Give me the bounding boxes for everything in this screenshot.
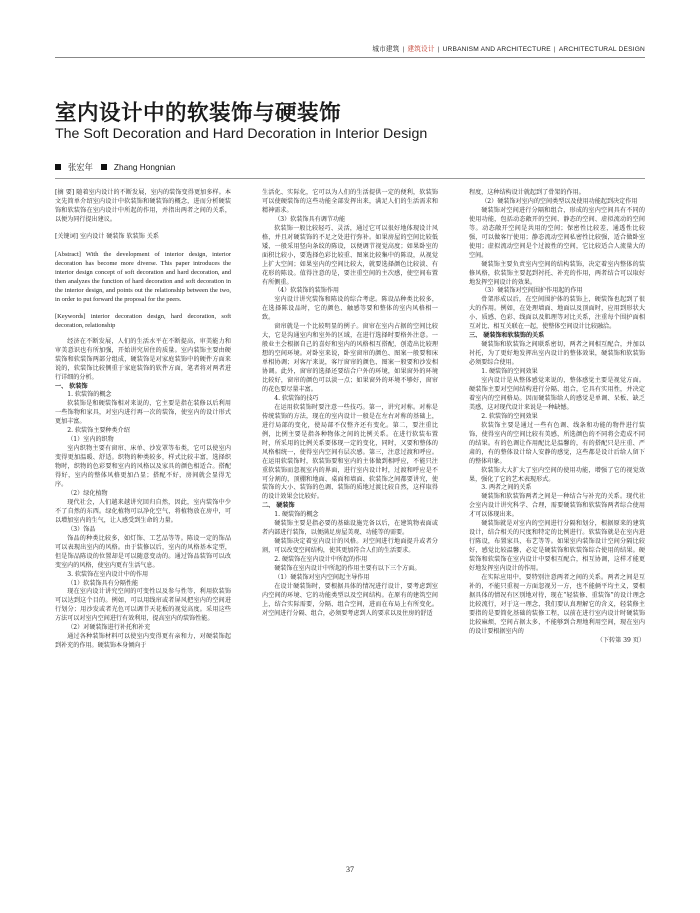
body-paragraph: 在设计硬装饰时，要根据具体的情况进行设计，要考虑到室内空间的环境、它的功能类型以及空间结构。在原有的建筑空间上，结合实际需要，分隔、组合空间，进而在布局上有所变化。对空间进行分隔、组合，必须要考虑到人的要求以及住房的舒适: [262, 582, 438, 617]
body-paragraph: 软装饰一般比较轻巧、灵活，通过它可以很好地体现设计风格，并且对硬装饰的不足之处进行弥补。如果房屋的空间比较低矮，一般采用竖向条纹的陈设，以便调节视觉高度；如果卧室的面积比较小，要选择色彩比较重、图案比较集中的陈设，从视觉上扩大空间；如果室内的空间比较大，就要选择颜色比较淡、有花形的陈设。值得注意的是，要注重空间的主次感，使空间布置有所侧重。: [262, 224, 438, 286]
item-heading: （1）硬装饰对室内空间起主导作用: [274, 573, 370, 581]
running-head-cn-1: 城市建筑: [372, 46, 400, 53]
item-heading: （3）饰品: [67, 525, 96, 533]
page-number: 37: [346, 865, 354, 874]
running-head-divider: |: [402, 46, 405, 53]
subsection-heading: 1. 硬装饰的概念: [274, 511, 319, 519]
column-1: [55, 189, 231, 651]
subsection-heading: 3. 软装饰在室内设计中的作用: [67, 570, 149, 578]
body-paragraph: 窗帘就是一个比较明显的例子。窗帘在室内占据的空间比较大，它是沟通室内和室外的区域，在进行选择时要格外注意。一般业主会根据自己的喜好和室内的风格相互搭配，创造出比较理想的空间环境。对卧室来说，卧室窗帘的颜色、图案一般要和床单相协调；对客厅来说，客厅窗帘的颜色、图案一般要和沙发相协调。此外，窗帘的选择还要结合户外的环境，如果窗外的环境比较好，窗帘的颜色可以淡一点；如果窗外的环境不够好，窗帘的花色要尽量丰富。: [262, 323, 438, 393]
body-paragraph: 硬装饰主要负责室内空间的结构装饰，决定着室内整体的装修风格，软装饰主要起到衬托、补充的作用，两者结合可以取好地发挥空间设计的效果。: [469, 260, 645, 286]
running-head-divider: |: [553, 46, 556, 53]
square-bullet-icon: [101, 164, 107, 170]
subsection-heading: 2. 硬装饰在室内设计中所起的作用: [274, 556, 368, 564]
item-heading: （3）硬装饰对空间围护作用起的作用: [481, 287, 583, 295]
item-heading: （2）绿化植物: [67, 489, 108, 497]
square-bullet-icon: [55, 164, 61, 170]
body-paragraph: 在实际应用中，要特别注意两者之间的关系。两者之间是互补的，不能只重视一方面忽视另一方，也不能俩平均主义，要根据具体的情况有区别地对待，现在“轻装修、重装饰”的设计理念比较流行，对于这一理念，我们要认真理解它的含义，轻装修主要指的是要简化基础的装修工程，以前在进行室内设计时硬装饰比较麻烦，空间占据太多，不能够到合理地利用空间，现在室内的设计要根据室内的: [469, 573, 645, 635]
item-heading: （2）对硬装饰进行补托和补充: [67, 624, 151, 632]
body-paragraph: 软装饰是和硬装饰相对来说的，它主要是指在装修以后利用一些饰物和家具，对室内进行再一次的装饰，使室内的设计形式更加丰富。: [55, 400, 231, 426]
running-head-en-2: ARCHITECTURAL DESIGN: [558, 46, 645, 53]
running-head-divider: |: [437, 46, 440, 53]
byline: [55, 161, 175, 173]
running-head-cn-2: 建筑设计: [407, 46, 435, 53]
section-heading-1: 一、 软装饰: [55, 382, 88, 390]
body-paragraph: 程度，这种结构设计就起到了骨架的作用。: [469, 189, 585, 196]
body-paragraph: 生活化、实际化，它可以为人们的生活提供一定的便利，软装饰可以使硬装饰的这些功能全部发挥出来，满足人们的生活需求和精神需求。: [262, 189, 438, 214]
body-paragraph: 室内设计讲究装饰和陈设的综合考虑。陈设品种类比较多，在选择陈设品时，它的颜色、触感等要和整体的室内风格相一致。: [262, 296, 438, 322]
body-paragraph: 室内设计是从整体感觉来说的，整体感觉主要是视觉方面。硬装饰主要对空间结构进行分隔、组合，它具有实用性，并决定着室内的空间格局。因而硬装饰给人的感觉是单调、呆板、缺乏美感，这对现代设计来说是一种缺憾。: [469, 377, 645, 411]
body-paragraph: 硬装饰和软装饰两者之间是一种结合与补充的关系。现代社会室内设计讲究科学、合理，需要硬装饰和软装饰两者综合使用才可以体现出来。: [469, 493, 645, 519]
item-heading: （1）软装饰具有分隔性能: [67, 579, 139, 587]
body-paragraph: 软装饰大大扩大了室内空间的使用功能，增强了它的视觉效果，强化了它的艺术表现形式。: [469, 466, 645, 483]
column-3: [469, 189, 645, 646]
item-heading: （4）软装饰的装饰作用: [274, 287, 340, 295]
body-paragraph: 硬装饰主要是指必要的基础设施完备以后，在建筑物表面或者内部进行装饰，以便满足房屋美观、功能等的需要。: [262, 520, 438, 537]
body-paragraph: 现在室内设计讲究空间的可变性以及参与性等，利用软装饰可以达到这个目的。例如，可以用线帘或者屏风把室内的空间进行划分；用沙发或者光色可以调节天花板的视觉高度。采用这些方法可以对室内空间进行有效利用，提高室内的装饰性能。: [55, 588, 231, 623]
running-head: [372, 43, 645, 53]
body-paragraph: 骨架形成以后，在空间围护体的装饰上，硬装饰也起到了很大的作用。例如，在处理墙面、地面以及顶面时，应用到形状大小、质感、色彩、线面以及肌理等对比关系，注重每个围护面相互对比、相互关联在一起，使整体空间设计比较融洽。: [469, 296, 645, 331]
running-head-en-1: URBANISM AND ARCHITECTURE: [442, 46, 551, 53]
subsection-heading: 1. 软装饰的概念: [67, 391, 112, 399]
section-heading-3: 三、 硬装饰和软装饰的关系: [469, 332, 545, 340]
subsection-heading: 2. 软装饰的空间效果: [481, 412, 538, 420]
item-heading: （2）硬装饰对室内的空间类型以及使用功能起到决定作用: [481, 197, 638, 205]
body-paragraph: 软装饰主要是通过一些有色调、线条和功能的物件进行装饰，使得室内的空间比较有美感，所选颜色的不同将会造成不同的结果。有的色调让作用配比是温馨的，有的搭配只是庄重、严肃的，有的整体设计给人安静的感觉，这些都是设计后给人留下的整体印象。: [469, 421, 645, 465]
item-heading: （3）软装饰具有调节功能: [274, 215, 346, 223]
body-paragraph: 硬装饰在室内设计中所起的作用主要有以下三个方面。: [274, 565, 421, 573]
body-paragraph: 硬装饰对空间进行分隔和组合，形成的室内空间具有不同的使用功能，包括动态敞开的空间、静态的空间、虚拟流动的空间等。动态敞开空间是共用的空间；保密性比较差，通透性比较强，可以做客厅使用；静态流动空间私密性比较强，适合做卧室使用；虚拟流动空间是个过渡性的空间，它比较适合人流量大的空间。: [469, 206, 645, 259]
author-en: Zhang Hongnian: [113, 162, 176, 172]
body-paragraph: 现代社会，人们越来越讲究回归自然，因此，室内装饰中少不了自然的东西。绿化植物可以净化空气，将植物放在房中，可以增加室内的生气，让人感受到生命的力量。: [55, 498, 231, 524]
body-paragraph: 硬装饰就是对室内的空间进行分隔和划分，根据原来的建筑设计，结合相关的尺度和特定的比例进行。软装饰就是在室内进行陈设，布置家具、布艺等等。如果室内装饰设计空间分隔比较好，感觉比较温馨，必定是硬装饰和软装饰综合使用的结果。硬装饰和软装饰在室内设计中要相互配合，相互协调，这样才能更好地发挥室内设计的作用。: [469, 520, 645, 573]
subsection-heading: 3. 两者之间的关系: [481, 484, 532, 492]
abstract-en: [Abstract] With the development of interior design, interior decoration has become more diverse. This paper introduces the interior design concept of soft decoration and hard decoration, and then analyzes the function of hard decoration and soft decoration in the interior design, and points out the relationship between the two, in order to put forward the proposal for the peers.: [55, 250, 231, 303]
subsection-heading: 4. 软装饰的技巧: [274, 394, 319, 402]
section-heading-2: 二、 硬装饰: [262, 502, 295, 510]
subsection-heading: 1. 硬装饰的空间效果: [481, 368, 538, 376]
abstract-cn: [摘 要] 随着室内设计的不断发展，室内的装饰变得更加多样。本文先简单介绍室内设计中软装饰和硬装饰的概念，进而分析硬装饰和软装饰在室内设计中所起的作用，并指出两者之间的关系，以便为同行提出建议。: [55, 189, 231, 223]
intro-paragraph: 经济在不断发展，人们的生活水平在不断提高，审美能力和审美意识也有所加强，开始讲究居住的质量。室内装饰主要由硬装饰和软装饰两部分组成，硬装饰是对家庭装饰中的硬件方面来说的，软装饰比较侧重于家庭装饰的软件方面，笔者将对两者进行详细的分析。: [55, 337, 231, 381]
body-paragraph: 室内织物主要有窗帘、床单、沙发罩等布类，它可以使室内变得更加温暖、舒适。织物的种类较多，样式比较丰富，选择织物时，织物的色彩要和室内的风格以及家具的颜色相适合。搭配得好，室内的整体风格更加凸显；搭配不好，房间就会显得无序。: [55, 445, 231, 489]
body-paragraph: 在运用软装饰时要注意一些技巧。第一，讲究对称。对称是传统装饰的方法，现在的室内设计一般是在左右对称的基础上，进行局部的变化，使局部不仅整齐还有变化。第二，要注重比例，比例主要是指各种物体之间的比例关系。在进行软装布置时，所采用的比例关系要体现一定的变化，同时，又要和整体的风格相统一，使得室内空间有层次感。第三，注意过渡和呼应。在运用软装饰时，软装饰要和室内的主体做到相呼应，不能只注重软装饰而忽视室内的界面，进行室内设计时，过渡和呼应是不可分割的，顶棚和地面、桌面和墙面、软装饰之间都要讲究，使装饰的大小、装饰的色调、装饰的质地过渡比较自然，这样取得的设计效果会比较好。: [262, 403, 438, 501]
byline-rule: [55, 178, 645, 179]
title-chinese: 室内设计中的软装饰与硬装饰: [55, 101, 342, 126]
item-heading: （1）室内的织物: [67, 436, 114, 444]
author-cn: 张宏年: [68, 162, 93, 172]
keywords-en: [Keywords] interior decoration design, hard decoration, soft decoration, relationship: [55, 312, 231, 329]
body-paragraph: 饰品的种类比较多，如灯饰、工艺品等等。陈设一定的饰品可以表现出室内的风格。由于装修以后，室内的风格基本定型，但是饰品陈设的位置却是可以随意变动的。通过饰品装饰可以改变室内的风格，使室内更有生活气息。: [55, 534, 231, 569]
body-paragraph: 通过各种装饰材料可以使室内变得更有亲和力，对硬装饰起到补充的作用。硬装饰本身倾向于: [55, 633, 231, 650]
continued-note: （下转第 39 页）: [596, 636, 645, 644]
title-english: The Soft Decoration and Hard Decoration in Interior Design: [55, 126, 428, 142]
column-2: [262, 189, 438, 619]
keywords-cn: [关键词] 室内设计 硬装饰 软装饰 关系: [55, 232, 159, 240]
body-paragraph: 硬装饰决定着室内设计的风格。对空间进行地面提升或者分割，可以改变空间结构，使其更加符合人们的生活要求。: [262, 538, 438, 555]
body-paragraph: 硬装饰和软装饰之间联系密切，两者之间相互配合，并加以衬托，为了更好地发挥出室内设计的整体效果，硬装饰和软装饰必须要综合使用。: [469, 341, 645, 367]
header-rule: [55, 57, 645, 58]
subsection-heading: 2. 软装饰主要种类介绍: [67, 427, 130, 435]
